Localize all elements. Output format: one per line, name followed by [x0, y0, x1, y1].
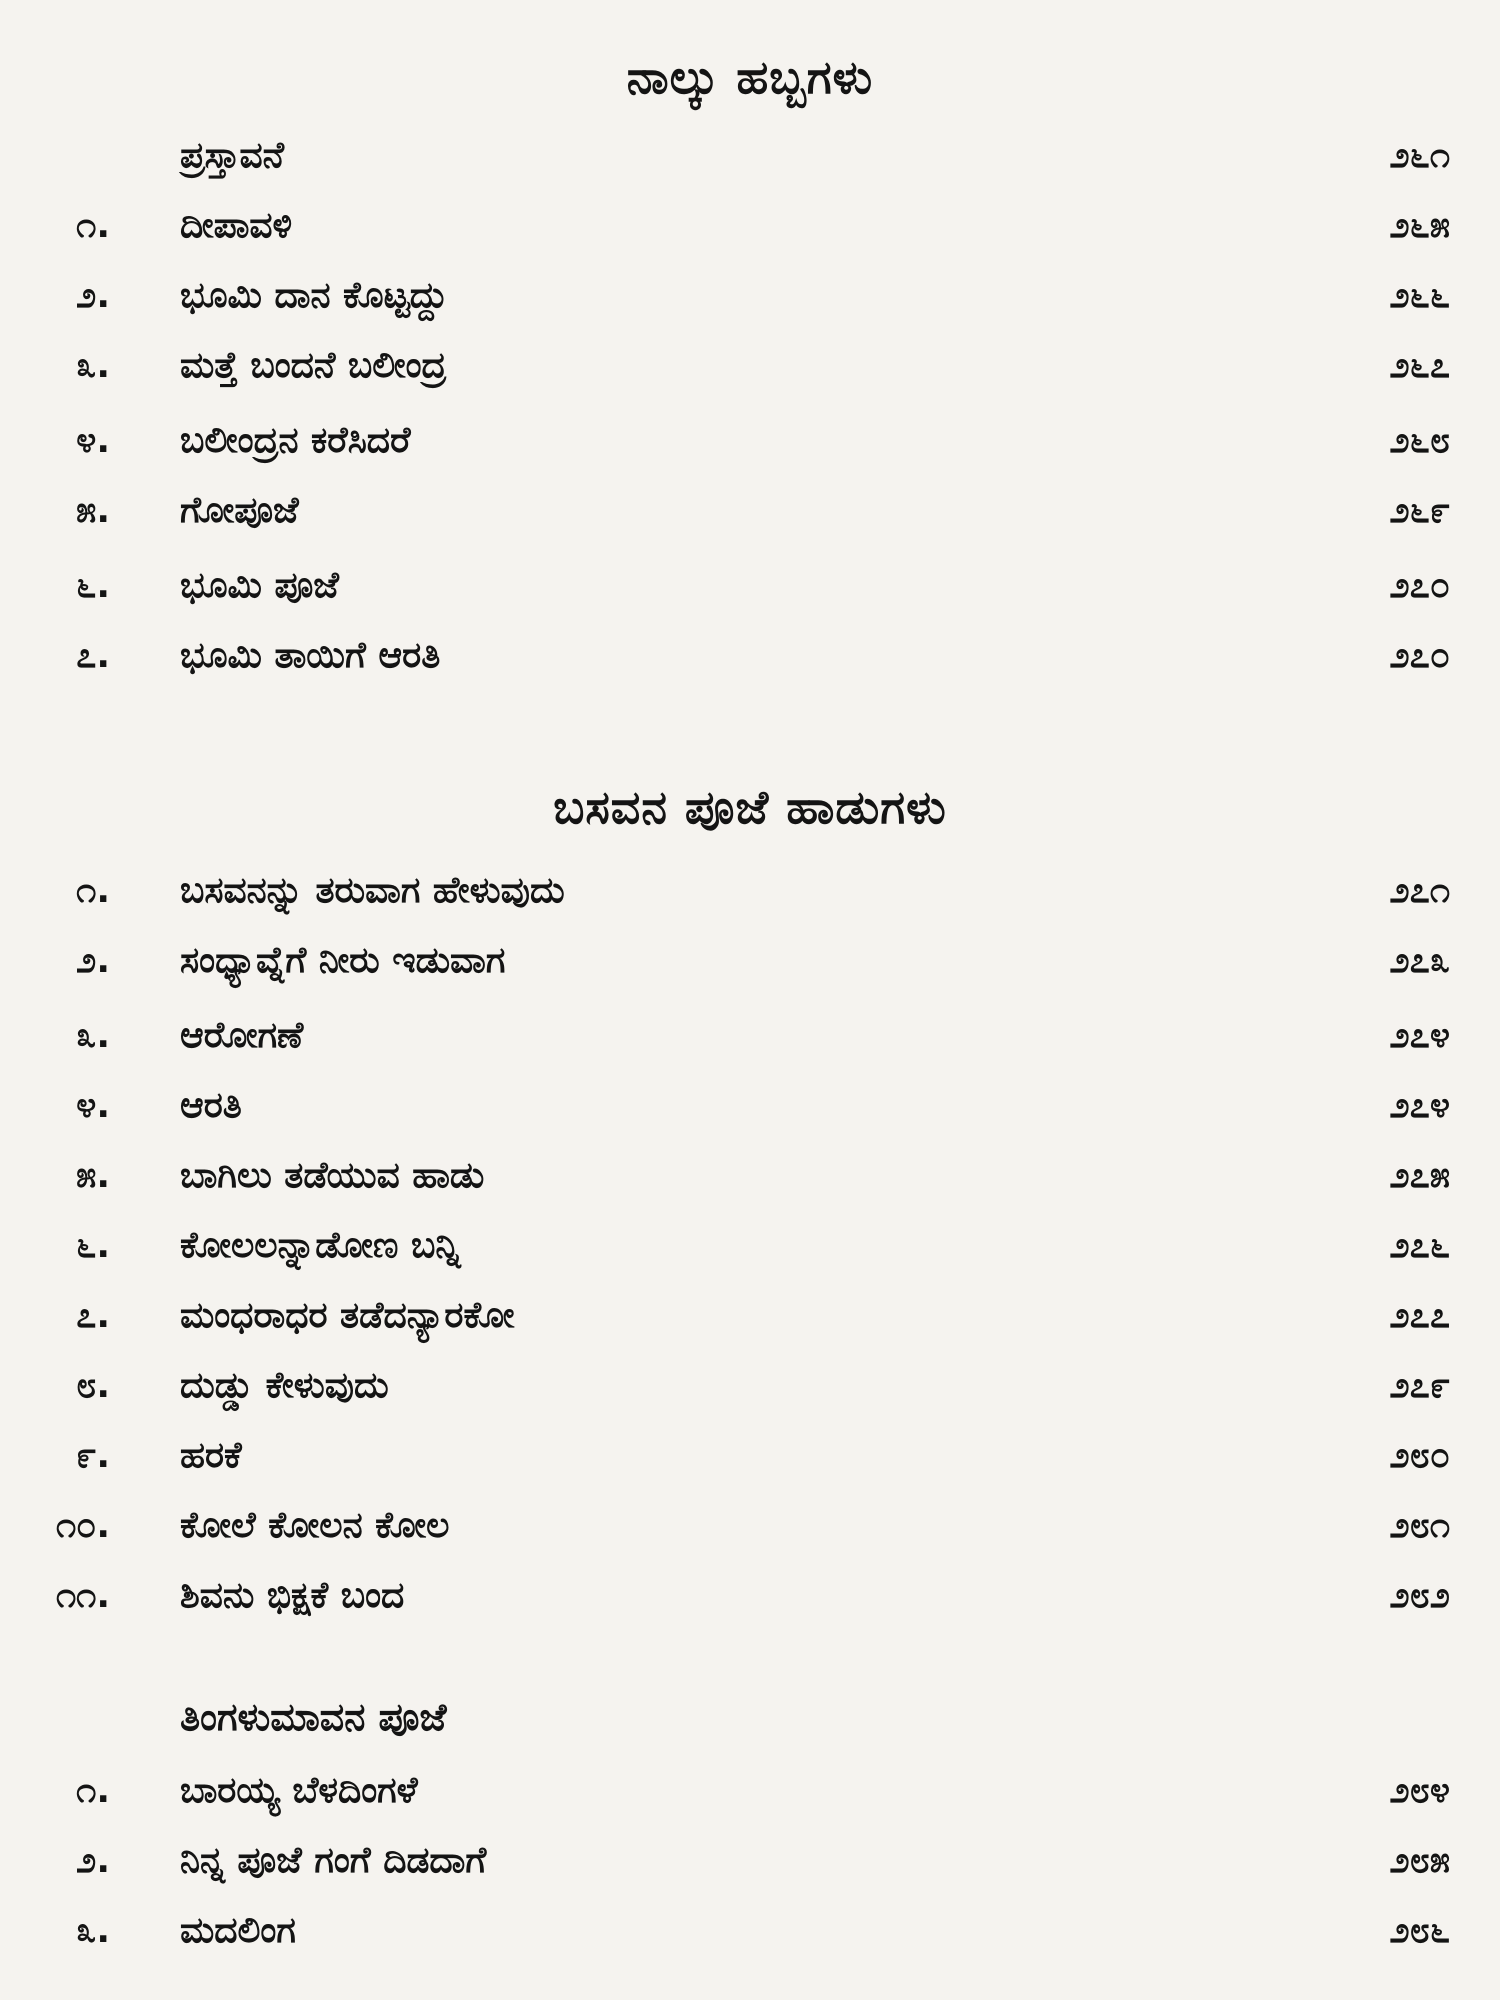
entry-number: ೨. [76, 940, 110, 981]
toc-row [0, 1085, 1500, 1145]
entry-page: ೨೬೯ [1389, 490, 1450, 531]
section-heading-basava-puja: ಬಸವನ ಪೂಜೆ ಹಾಡುಗಳು [553, 780, 947, 834]
entry-title: ಕೋಲಲನ್ನಾಡೋಣ ಬನ್ನಿ [180, 1225, 461, 1266]
toc-row [0, 1840, 1500, 1900]
toc-row [0, 870, 1500, 930]
entry-page: ೨೭೪ [1389, 1015, 1450, 1056]
entry-page: ೨೮೧ [1389, 1505, 1450, 1546]
entry-number: ೫. [76, 490, 110, 531]
entry-page: ೨೭೦ [1389, 565, 1450, 606]
entry-title: ಮತ್ತೆ ಬಂದನೆ ಬಲೀಂದ್ರ [180, 345, 447, 386]
entry-title: ಭೂಮಿ ತಾಯಿಗೆ ಆರತಿ [180, 635, 441, 676]
toc-row [0, 1295, 1500, 1355]
entry-title: ಭೂಮಿ ದಾನ ಕೊಟ್ಟದ್ದು [180, 275, 448, 316]
section-heading-festivals: ನಾಲ್ಕು ಹಬ್ಬಗಳು [626, 50, 874, 104]
toc-row [0, 1015, 1500, 1075]
entry-number: ೧. [76, 205, 110, 246]
entry-number: ೩. [76, 345, 110, 386]
toc-row [0, 490, 1500, 550]
entry-title: ಮಂಧರಾಧರ ತಡೆದನ್ಯಾರಕೋ [180, 1295, 515, 1336]
toc-row [0, 135, 1500, 195]
entry-number: ೮. [76, 1365, 110, 1406]
entry-title: ಆರತಿ [180, 1085, 242, 1126]
entry-title: ಆರೋಗಣೆ [180, 1015, 304, 1056]
toc-row [0, 1225, 1500, 1285]
entry-page: ೨೬೭ [1389, 345, 1450, 386]
toc-row [0, 1505, 1500, 1565]
toc-row [0, 1770, 1500, 1830]
toc-row [0, 345, 1500, 405]
entry-page: ೨೮೦ [1389, 1435, 1450, 1476]
entry-number: ೧. [76, 870, 110, 911]
entry-title: ಸಂಧ್ಯಾವ್ನೆಗೆ ನೀರು ಇಡುವಾಗ [180, 940, 506, 981]
subsection-heading-moon-puja: ತಿಂಗಳುಮಾವನ ಪೂಜೆ [180, 1695, 447, 1739]
entry-number: ೭. [76, 1295, 110, 1336]
entry-title: ಮದಲಿಂಗ [180, 1910, 296, 1951]
entry-page: ೨೭೫ [1389, 1155, 1450, 1196]
entry-number: ೧೧. [56, 1575, 110, 1616]
toc-row [0, 205, 1500, 265]
entry-page: ೨೭೪ [1389, 1085, 1450, 1126]
entry-title: ಬಾರಯ್ಯ ಬೆಳದಿಂಗಳೆ [180, 1770, 418, 1811]
toc-row [0, 420, 1500, 480]
entry-number: ೧. [76, 1770, 110, 1811]
entry-title: ಬಲೀಂದ್ರನ ಕರೆಸಿದರೆ [180, 420, 411, 461]
entry-number: ೪. [76, 1085, 110, 1126]
entry-page: ೨೬೬ [1389, 275, 1450, 316]
entry-title: ಹರಕೆ [180, 1435, 242, 1476]
toc-row [0, 1155, 1500, 1215]
toc-row [0, 275, 1500, 335]
entry-page: ೨೮೪ [1389, 1770, 1450, 1811]
entry-title: ದೀಪಾವಳಿ [180, 205, 293, 246]
entry-title: ಗೋಪೂಜೆ [180, 490, 299, 531]
entry-number: ೨. [76, 1840, 110, 1881]
entry-title: ಬಾಗಿಲು ತಡೆಯುವ ಹಾಡು [180, 1155, 485, 1196]
entry-page: ೨೮೫ [1389, 1840, 1450, 1881]
entry-number: ೩. [76, 1015, 110, 1056]
entry-number: ೩. [76, 1910, 110, 1951]
toc-row [0, 1435, 1500, 1495]
toc-row [0, 635, 1500, 695]
entry-page: ೨೬೫ [1389, 205, 1450, 246]
entry-page: ೨೬೧ [1389, 135, 1450, 176]
entry-title: ಪ್ರಸ್ತಾವನೆ [180, 135, 285, 176]
entry-number: ೪. [76, 420, 110, 461]
entry-number: ೭. [76, 635, 110, 676]
entry-number: ೧೦. [56, 1505, 110, 1546]
entry-title: ಕೋಲೆ ಕೋಲನ ಕೋಲ [180, 1505, 450, 1546]
entry-number: ೬. [76, 565, 110, 606]
toc-row [0, 1365, 1500, 1425]
toc-row [0, 1910, 1500, 1970]
entry-title: ಭೂಮಿ ಪೂಜೆ [180, 565, 339, 606]
toc-row [0, 565, 1500, 625]
entry-number: ೨. [76, 275, 110, 316]
entry-title: ಬಸವನನ್ನು ತರುವಾಗ ಹೇಳುವುದು [180, 870, 565, 911]
entry-page: ೨೭೩ [1389, 940, 1450, 981]
entry-page: ೨೭೦ [1389, 635, 1450, 676]
entry-page: ೨೭೧ [1389, 870, 1450, 911]
entry-title: ನಿನ್ನ ಪೂಜೆ ಗಂಗೆ ದಿಡದಾಗೆ [180, 1840, 487, 1881]
entry-page: ೨೬೮ [1389, 420, 1450, 461]
entry-title: ಶಿವನು ಭಿಕ್ಷಕೆ ಬಂದ [180, 1575, 405, 1616]
entry-page: ೨೮೨ [1389, 1575, 1450, 1616]
entry-page: ೨೭೭ [1389, 1295, 1450, 1336]
entry-number: ೯. [76, 1435, 110, 1476]
toc-row [0, 1575, 1500, 1635]
entry-title: ದುಡ್ಡು ಕೇಳುವುದು [180, 1365, 389, 1406]
entry-page: ೨೭೯ [1389, 1365, 1450, 1406]
entry-page: ೨೭೬ [1389, 1225, 1450, 1266]
entry-number: ೬. [76, 1225, 110, 1266]
entry-page: ೨೮೬ [1389, 1910, 1450, 1951]
entry-number: ೫. [76, 1155, 110, 1196]
toc-row [0, 940, 1500, 1000]
